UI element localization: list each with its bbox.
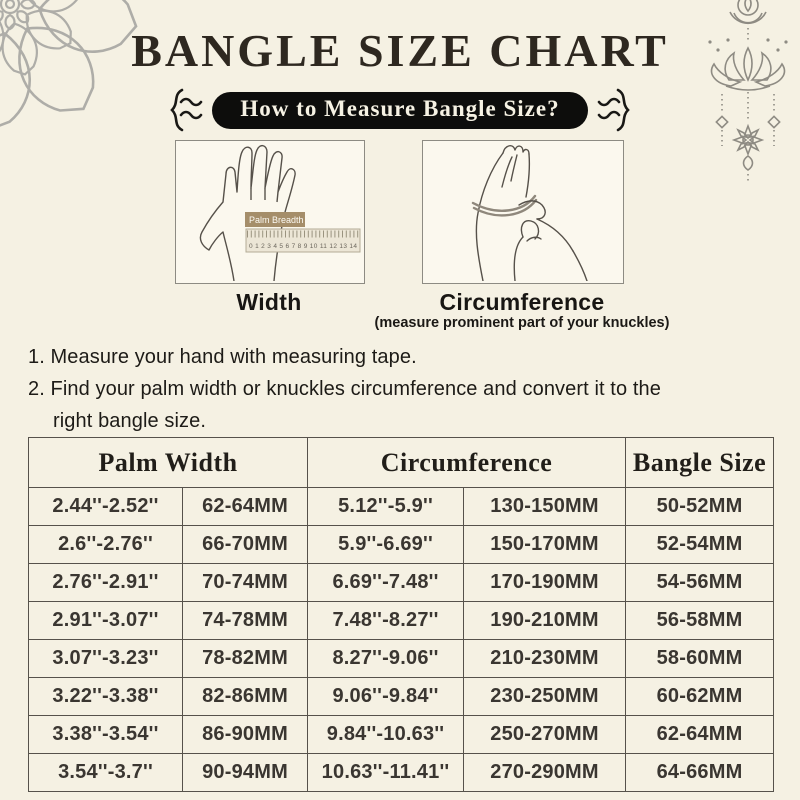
instruction-step-2 bbox=[28, 373, 758, 437]
ruler-numbers: 0 1 2 3 4 5 6 7 8 9 10 11 12 13 14 bbox=[249, 243, 357, 250]
table-row bbox=[29, 716, 774, 754]
table-cell: 70-74MM bbox=[183, 564, 308, 602]
table-cell: 86-90MM bbox=[183, 716, 308, 754]
flourish-left-icon bbox=[169, 87, 203, 133]
circumference-illustration-box bbox=[422, 140, 624, 284]
table-cell: 190-210MM bbox=[464, 602, 626, 640]
table-cell: 50-52MM bbox=[626, 488, 774, 526]
table-cell: 54-56MM bbox=[626, 564, 774, 602]
table-cell: 210-230MM bbox=[464, 640, 626, 678]
table-cell: 56-58MM bbox=[626, 602, 774, 640]
table-cell: 9.84''-10.63'' bbox=[308, 716, 464, 754]
table-cell: 66-70MM bbox=[183, 526, 308, 564]
table-cell: 270-290MM bbox=[464, 754, 626, 792]
banner-row bbox=[0, 87, 800, 133]
table-row bbox=[29, 564, 774, 602]
table-row bbox=[29, 678, 774, 716]
table-cell: 60-62MM bbox=[626, 678, 774, 716]
table-cell: 170-190MM bbox=[464, 564, 626, 602]
table-row bbox=[29, 754, 774, 792]
table-cell: 2.76''-2.91'' bbox=[29, 564, 183, 602]
table-header-row bbox=[29, 438, 774, 488]
table-cell: 10.63''-11.41'' bbox=[308, 754, 464, 792]
table-cell: 58-60MM bbox=[626, 640, 774, 678]
circumference-note: (measure prominent part of your knuckles) bbox=[374, 315, 670, 331]
header-bangle-size: Bangle Size bbox=[626, 438, 774, 488]
palm-breadth-tag: Palm Breadth bbox=[249, 215, 304, 225]
table-cell: 82-86MM bbox=[183, 678, 308, 716]
table-row bbox=[29, 602, 774, 640]
instruction-step-1: 1. Measure your hand with measuring tape. bbox=[28, 346, 417, 368]
page-title: BANGLE SIZE CHART bbox=[131, 25, 669, 76]
table-cell: 52-54MM bbox=[626, 526, 774, 564]
how-to-measure-banner: How to Measure Bangle Size? bbox=[212, 92, 587, 129]
bangle-size-table bbox=[28, 437, 774, 792]
table-cell: 78-82MM bbox=[183, 640, 308, 678]
instruction-step-2-line-2: right bangle size. bbox=[53, 410, 207, 432]
table-cell: 2.44''-2.52'' bbox=[29, 488, 183, 526]
table-cell: 5.12''-5.9'' bbox=[308, 488, 464, 526]
circumference-caption: Circumference bbox=[439, 289, 605, 315]
header-palm-width: Palm Width bbox=[29, 438, 308, 488]
table-row bbox=[29, 526, 774, 564]
table-row bbox=[29, 488, 774, 526]
width-illustration-box bbox=[175, 140, 365, 284]
table-cell: 8.27''-9.06'' bbox=[308, 640, 464, 678]
table-cell: 2.6''-2.76'' bbox=[29, 526, 183, 564]
table-cell: 3.22''-3.38'' bbox=[29, 678, 183, 716]
instruction-step-2-line-1: 2. Find your palm width or knuckles circumference and convert it to the bbox=[28, 378, 661, 400]
instructions bbox=[28, 341, 758, 437]
table-cell: 9.06''-9.84'' bbox=[308, 678, 464, 716]
table-cell: 3.54''-3.7'' bbox=[29, 754, 183, 792]
table-cell: 62-64MM bbox=[183, 488, 308, 526]
header-circumference: Circumference bbox=[308, 438, 626, 488]
table-cell: 90-94MM bbox=[183, 754, 308, 792]
table-cell: 150-170MM bbox=[464, 526, 626, 564]
table-cell: 230-250MM bbox=[464, 678, 626, 716]
table-cell: 250-270MM bbox=[464, 716, 626, 754]
table-cell: 62-64MM bbox=[626, 716, 774, 754]
table-cell: 3.07''-3.23'' bbox=[29, 640, 183, 678]
table-cell: 6.69''-7.48'' bbox=[308, 564, 464, 602]
table-cell: 2.91''-3.07'' bbox=[29, 602, 183, 640]
table-row bbox=[29, 640, 774, 678]
palm-ruler-illustration bbox=[176, 141, 362, 281]
table-cell: 74-78MM bbox=[183, 602, 308, 640]
table-cell: 7.48''-8.27'' bbox=[308, 602, 464, 640]
table-cell: 64-66MM bbox=[626, 754, 774, 792]
table-cell: 130-150MM bbox=[464, 488, 626, 526]
table-cell: 5.9''-6.69'' bbox=[308, 526, 464, 564]
table-cell: 3.38''-3.54'' bbox=[29, 716, 183, 754]
knuckle-measure-illustration bbox=[423, 141, 621, 281]
width-caption: Width bbox=[236, 289, 302, 315]
flourish-right-icon bbox=[597, 87, 631, 133]
